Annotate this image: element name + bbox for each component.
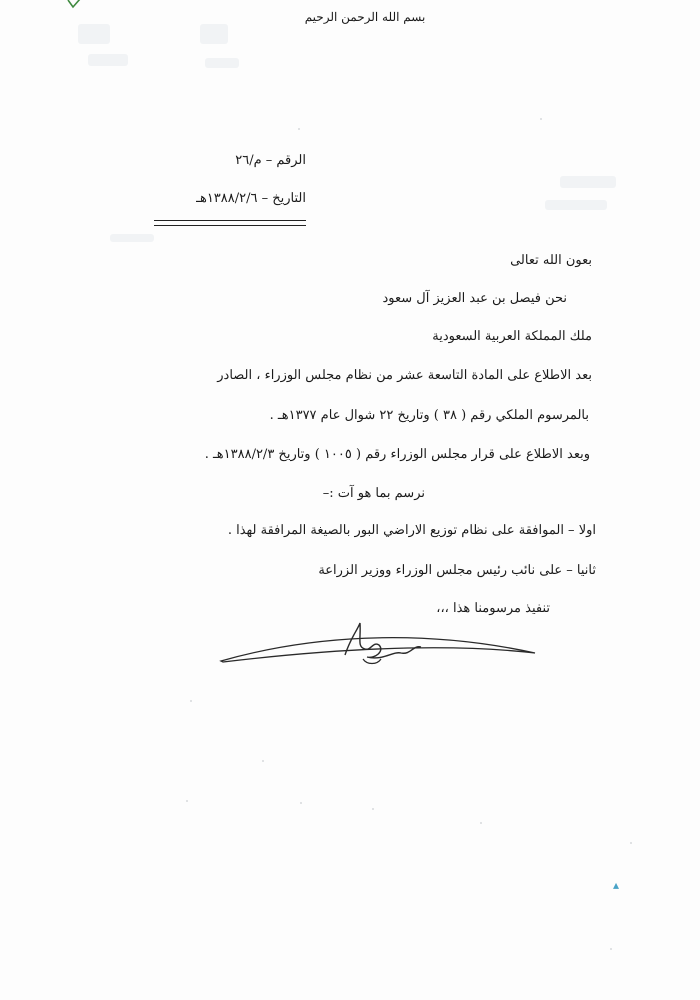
show-through-mark <box>88 54 128 66</box>
show-through-mark <box>200 24 228 44</box>
issuer-title-line: ملك المملكة العربية السعودية <box>432 329 592 344</box>
show-through-mark <box>110 234 154 242</box>
article-two: ثانيا – على نائب رئيس مجلس الوزراء ووزير الزراعة <box>318 563 596 578</box>
invocation-line: بعون الله تعالى <box>510 253 592 268</box>
basmala-heading: بسم الله الرحمن الرحيم <box>304 10 426 24</box>
body-line: وبعد الاطلاع على قرار مجلس الوزراء رقم ( ١٠٠٥ ) وتاريخ ١٣٨٨/٢/٣هـ . <box>204 447 590 462</box>
article-one: اولا – الموافقة على نظام توزيع الاراضي البور بالصيغة المرافقة لهذا . <box>227 523 596 538</box>
date-underline <box>154 220 306 226</box>
closing-line: تنفيذ مرسومنا هذا ،،، <box>436 601 550 616</box>
show-through-mark <box>560 176 616 188</box>
reference-number: الرقم – م/٢٦ <box>235 153 306 168</box>
body-line: بعد الاطلاع على المادة التاسعة عشر من نظام مجلس الوزراء ، الصادر <box>217 368 592 383</box>
decree-line: نرسم بما هو آت :– <box>322 486 425 501</box>
stray-ink-mark: ▴ <box>613 878 620 892</box>
corner-tick-mark <box>66 0 82 10</box>
show-through-mark <box>545 200 607 210</box>
body-line: بالمرسوم الملكي رقم ( ٣٨ ) وتاريخ ٢٢ شوال عام ١٣٧٧هـ . <box>269 408 589 423</box>
issuer-name-line: نحن فيصل بن عبد العزيز آل سعود <box>382 291 567 306</box>
letter-date: التاريخ – ١٣٨٨/٢/٦هـ <box>196 191 306 206</box>
show-through-mark <box>205 58 239 68</box>
handwritten-signature <box>215 615 555 675</box>
show-through-mark <box>78 24 110 44</box>
